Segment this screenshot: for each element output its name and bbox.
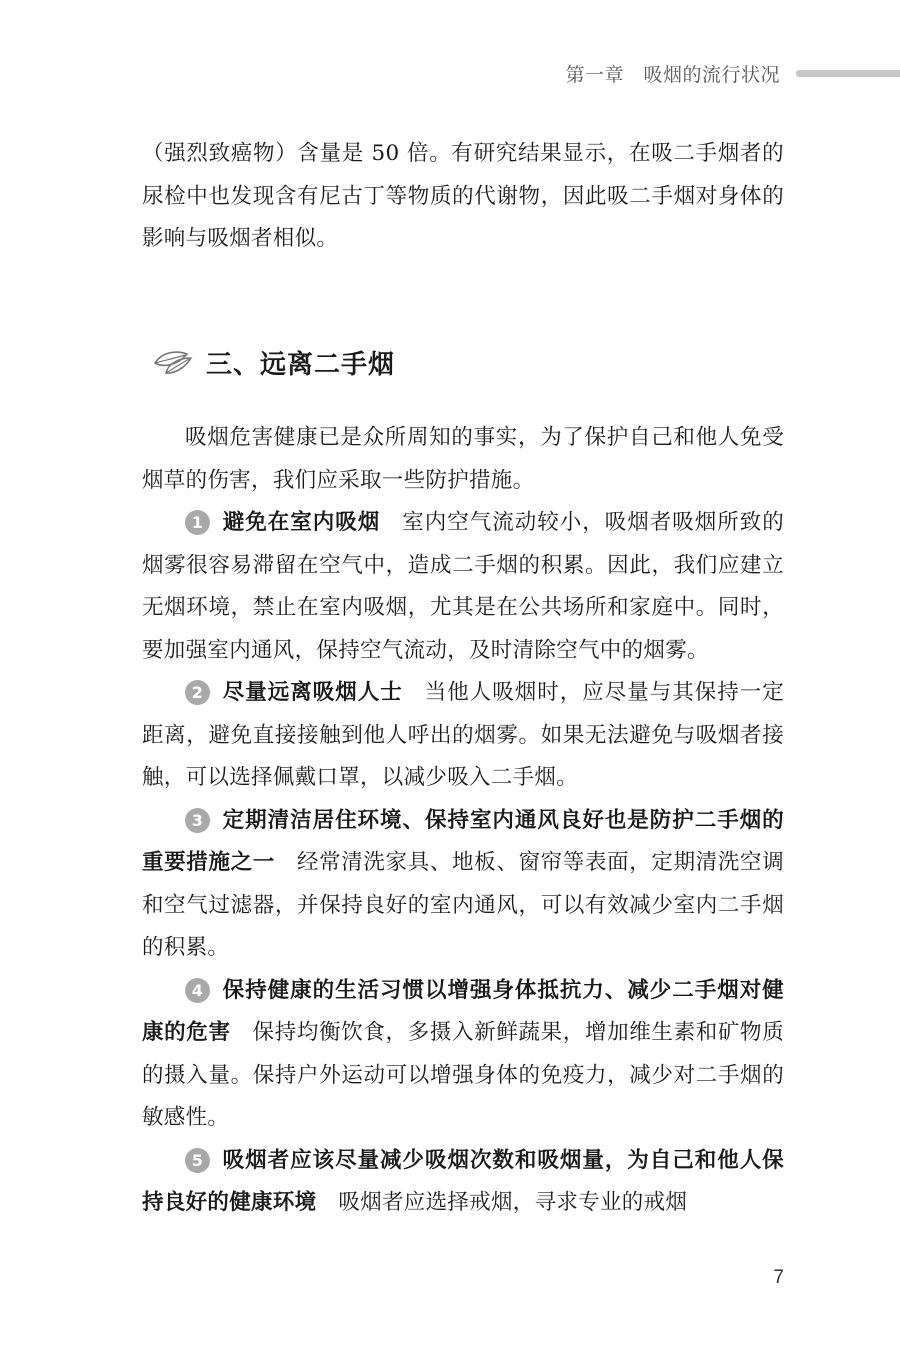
section-title: 三、远离二手烟 — [206, 349, 396, 380]
measure-text: 吸烟者应选择戒烟，寻求专业的戒烟 — [338, 1190, 688, 1215]
measure-item — [142, 970, 784, 1140]
measure-item — [142, 672, 784, 800]
number-badge: 5 — [185, 1148, 210, 1173]
main-content — [142, 417, 784, 1225]
measure-item — [142, 1140, 784, 1225]
page-number: 7 — [773, 1267, 784, 1288]
measure-lead: 避免在室内吸烟 — [222, 510, 381, 535]
measure-lead: 吸烟者应该尽量减少吸烟次数和吸烟量，为自己和他人保持良好的健康环境 — [142, 1147, 784, 1215]
header-bar — [796, 70, 900, 77]
measure-lead: 尽量远离吸烟人士 — [222, 680, 403, 705]
measure-text: 经常清洗家具、地板、窗帘等表面，定期清洗空调和空气过滤器，并保持良好的室内通风，可以有效减少室内二手烟的积累。 — [142, 850, 784, 960]
section-heading — [152, 340, 395, 384]
measure-item — [142, 800, 784, 970]
measure-lead: 定期清洁居住环境、保持室内通风良好也是防护二手烟的重要措施之一 — [142, 807, 784, 875]
opening-paragraph: 吸烟危害健康已是众所周知的事实，为了保护自己和他人免受烟草的伤害，我们应采取一些防护措施。 — [142, 425, 784, 493]
measure-lead: 保持健康的生活习惯以增强身体抵抗力、减少二手烟对健康的危害 — [142, 977, 784, 1045]
running-title: 第一章 吸烟的流行状况 — [565, 63, 780, 86]
measure-text: 当他人吸烟时，应尽量与其保持一定距离，避免直接接触到他人呼出的烟雾。如果无法避免与吸烟者接触，可以选择佩戴口罩，以减少吸入二手烟。 — [142, 680, 784, 790]
intro-paragraph: （强烈致癌物）含量是 50 倍。有研究结果显示，在吸二手烟者的尿检中也发现含有尼古丁等物质的代谢物，因此吸二手烟对身体的影响与吸烟者相似。 — [142, 141, 784, 251]
measure-item — [142, 502, 784, 672]
number-badge: 4 — [185, 978, 210, 1003]
number-badge: 2 — [185, 680, 210, 705]
measure-text: 室内空气流动较小，吸烟者吸烟所致的烟雾很容易滞留在空气中，造成二手烟的积累。因此，我们应建立无烟环境，禁止在室内吸烟，尤其是在公共场所和家庭中。同时，要加强室内通风，保持空气流动，及时清除空气中的烟雾。 — [142, 510, 784, 663]
number-badge: 3 — [185, 808, 210, 833]
leaf-icon — [152, 340, 196, 384]
measure-text: 保持均衡饮食，多摄入新鲜蔬果，增加维生素和矿物质的摄入量。保持户外运动可以增强身体的免疫力，减少对二手烟的敏感性。 — [142, 1020, 784, 1130]
running-header — [565, 56, 900, 90]
number-badge: 1 — [185, 510, 210, 535]
